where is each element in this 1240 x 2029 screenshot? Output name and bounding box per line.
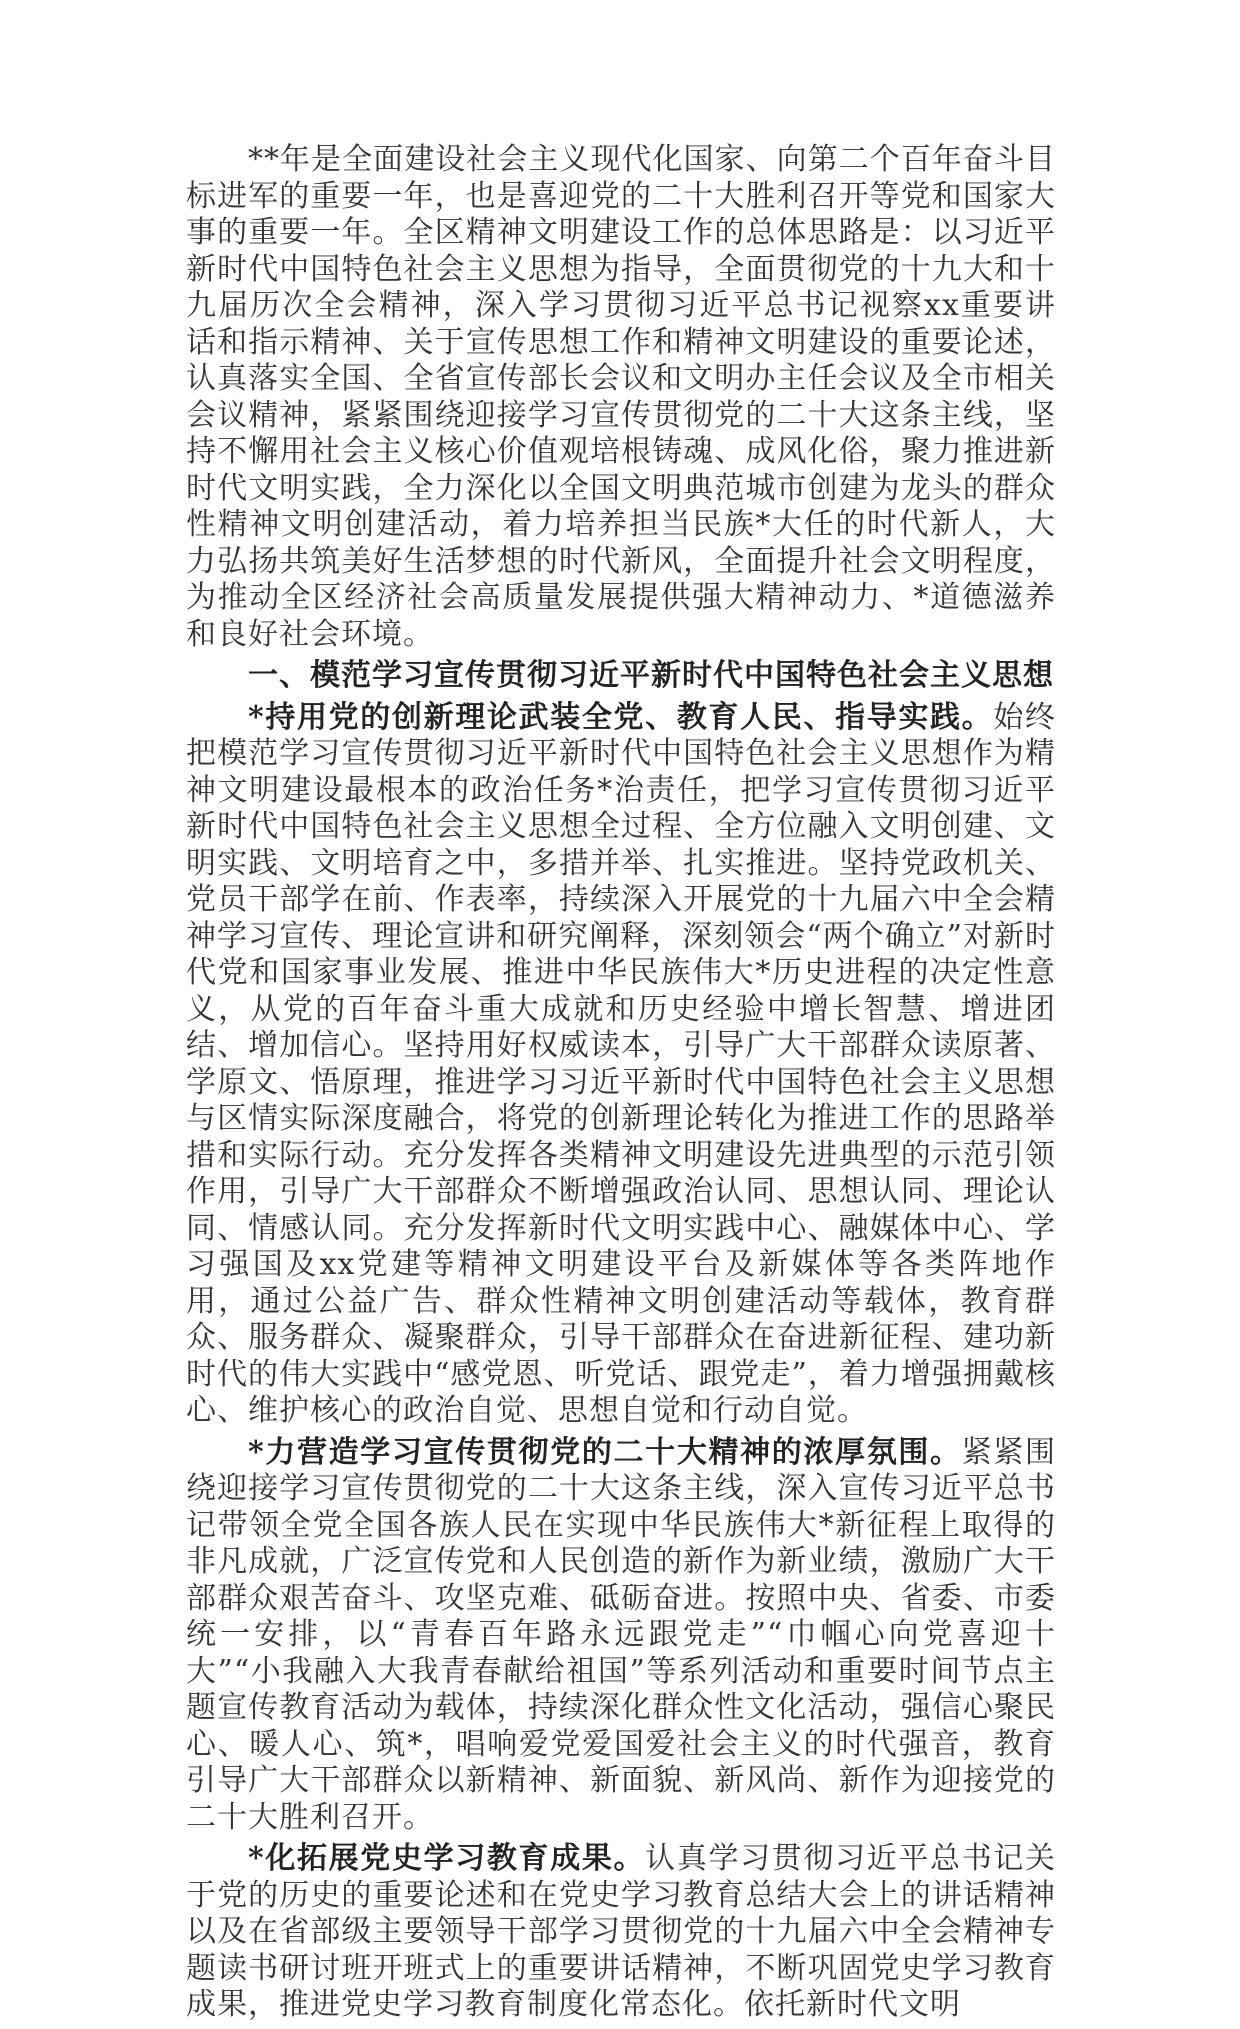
- body-paragraph: [186, 1435, 1056, 1837]
- paragraph-body: 紧紧围绕迎接学习宣传贯彻党的二十大这条主线，深入宣传习近平总书记带领全党全国各族人民在实现中华民族伟大*新征程上取得的非凡成就，广泛宣传党和人民创造的新作为新业绩，激励广大干部群众艰苦奋斗、攻坚克难、砥砺奋进。按照中央、省委、市委统一安排，以“青春百年路永远跟党走”“巾帼心向党喜迎十大”“小我融入大我青春献给祖国”等系列活动和重要时间节点主题宣传教育活动为载体，持续深化群众性文化活动，强信心聚民心、暖人心、筑*，唱响爱党爱国爱社会主义的时代强音，教育引导广大干部群众以新精神、新面貌、新风尚、新作为迎接党的二十大胜利召开。: [186, 1434, 1056, 1835]
- paragraph-body: 始终把模范学习宣传贯彻习近平新时代中国特色社会主义思想作为精神文明建设最根本的政治任务*治责任，把学习宣传贯彻习近平新时代中国特色社会主义思想全过程、全方位融入文明创建、文明实践、文明培育之中，多措并举、扎实推进。坚持党政机关、党员干部学在前、作表率，持续深入开展党的十九届六中全会精神学习宣传、理论宣讲和研究阐释，深刻领会“两个确立”对新时代党和国家事业发展、推进中华民族伟大*历史进程的决定性意义，从党的百年奋斗重大成就和历史经验中增长智慧、增进团结、增加信心。坚持用好权威读本，引导广大干部群众读原著、学原文、悟原理，推进学习习近平新时代中国特色社会主义思想与区情实际深度融合，将党的创新理论转化为推进工作的思路举措和实际行动。充分发挥各类精神文明建设先进典型的示范引领作用，引导广大干部群众不断增强政治认同、思想认同、理论认同、情感认同。充分发挥新时代文明实践中心、融媒体中心、学习强国及xx党建等精神文明建设平台及新媒体等各类阵地作用，通过公益广告、群众性精神文明创建活动等载体，教育群众、服务群众、凝聚群众，引导干部群众在奋进新征程、建功新时代的伟大实践中“感党恩、听党话、跟党走”，着力增强拥戴核心、维护核心的政治自觉、思想自觉和行动自觉。: [186, 699, 1056, 1428]
- body-paragraph: [186, 700, 1056, 1430]
- section-heading: 一、模范学习宣传贯彻习近平新时代中国特色社会主义思想: [248, 658, 1054, 693]
- paragraph-lead: *化拓展党史学习教育成果。: [248, 1841, 646, 1876]
- intro-paragraph: **年是全面建设社会主义现代化国家、向第二个百年奋斗目标进军的重要一年，也是喜迎党的二十大胜利召开等党和国家大事的重要一年。全区精神文明建设工作的总体思路是：以习近平新时代中国特色社会主义思想为指导，全面贯彻党的十九大和十九届历次全会精神，深入学习贯彻习近平总书记视察xx重要讲话和指示精神、关于宣传思想工作和精神文明建设的重要论述，认真落实全国、全省宣传部长会议和文明办主任会议及全市相关会议精神，紧紧围绕迎接学习宣传贯彻党的二十大这条主线，坚持不懈用社会主义核心价值观培根铸魂、成风化俗，聚力推进新时代文明实践，全力深化以全国文明典范城市创建为龙头的群众性精神文明创建活动，着力培养担当民族*大任的时代新人，大力弘扬共筑美好生活梦想的时代新风，全面提升社会文明程度，为推动全区经济社会高质量发展提供强大精神动力、*道德滋养和良好社会环境。: [186, 142, 1056, 652]
- paragraph-lead: *力营造学习宣传贯彻党的二十大精神的浓厚氛围。: [248, 1434, 962, 1470]
- document-page: [186, 142, 1056, 2029]
- paragraph-body: 认真学习贯彻习近平总书记关于党的历史的重要论述和在党史学习教育总结大会上的讲话精神以及在省部级主要领导干部学习贯彻党的十九届六中全会精神专题读书研讨班开班式上的重要讲话精神，不断巩固党史学习教育成果，推进党史学习教育制度化常态化。依托新时代文明: [186, 1841, 1056, 2022]
- paragraph-lead: *持用党的创新理论武装全党、教育人民、指导实践。: [248, 699, 994, 735]
- body-paragraph: [186, 1841, 1056, 2024]
